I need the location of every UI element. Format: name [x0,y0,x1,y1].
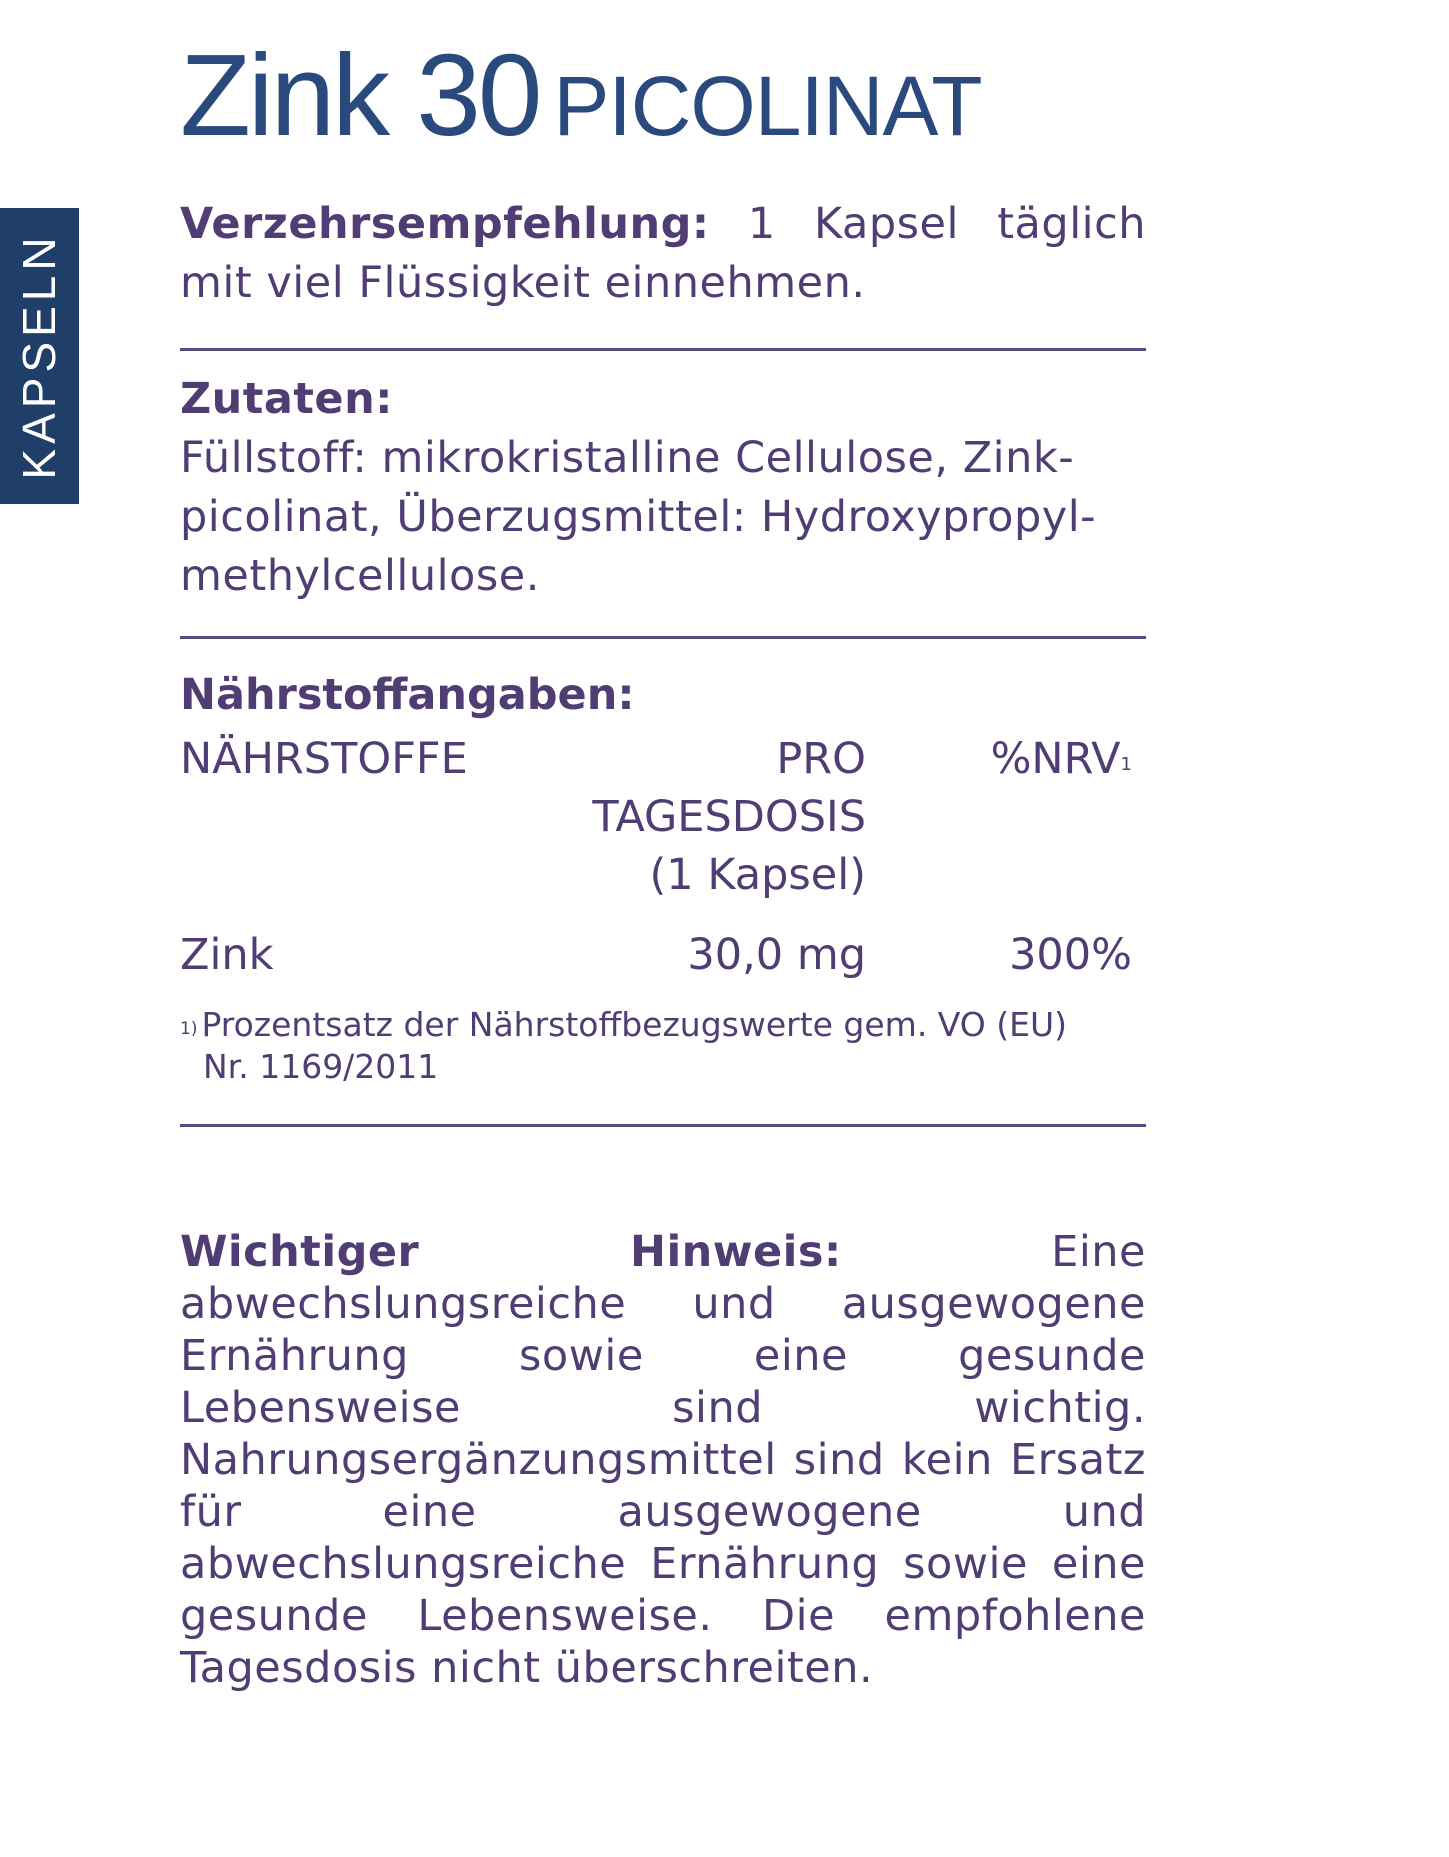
nutrition-footnote [180,1004,1146,1088]
table-row [180,926,1146,986]
col-header-nrv [991,730,1132,788]
col-header-per-dose [592,730,866,904]
ingredients-line: Füllstoff: mikrokristalline Cellulose, Zink- [180,433,1075,483]
row-nutrient: Zink [180,930,274,980]
row-nrv: 300% [1009,930,1132,980]
dosage-text: 1 Kapsel täglich mit viel Flüssigkeit einnehmen. [180,199,1146,308]
divider-2 [180,636,1146,639]
col-header-per-dose-line: TAGESDOSIS [592,792,866,842]
side-tab [0,208,79,504]
notice-paragraph [180,1226,1146,1694]
footnote-line: Nr. 1169/2011 [203,1047,439,1086]
ingredients-line: picolinat, Überzugsmittel: Hydroxypropyl- [180,492,1097,542]
ingredients-section [180,370,1146,606]
col-header-nutrient: NÄHRSTOFFE [180,734,468,784]
footnote-text: Prozentsatz der Nährstoffbezugswerte gem. VO (EU) [201,1005,1068,1044]
divider-1 [180,348,1146,351]
col-header-nrv-sup: 1 [1120,754,1132,775]
nutrition-heading: Nährstoffangaben: [180,670,635,720]
footnote-line [180,1004,1146,1046]
col-header-nrv-label: %NRV [990,734,1121,784]
notice-text: Eine abwechslungsreiche und ausgewogene Ernährung sowie eine gesunde Lebensweise sind wichtig. Nahrungsergänzungsmittel sind kein Ersatz für eine ausgewogene und abwechslungsreiche Ernährung sowie eine gesunde Lebensweise. Die empfohlene Tagesdosis nicht überschreiten. [180,1227,1146,1693]
dosage-paragraph [180,195,1146,313]
footnote-mark: 1) [180,1019,198,1039]
dosage-section [180,195,1146,313]
nutrition-table-header [180,730,1146,910]
col-header-per-dose-line: (1 Kapsel) [649,850,866,900]
title-sub: PICOLINAT [553,59,982,153]
divider-3 [180,1124,1146,1127]
notice-label: Wichtiger Hinweis: [180,1227,842,1277]
ingredients-label: Zutaten: [180,374,393,424]
nutrition-section [180,666,1146,725]
side-tab-label: KAPSELN [13,232,65,480]
dosage-label: Verzehrsempfehlung: [180,199,710,249]
page-title [180,28,982,162]
col-header-per-dose-line: PRO [776,734,866,784]
row-per-dose: 30,0 mg [687,930,866,980]
ingredients-line: methylcellulose. [180,551,540,601]
title-main: Zink 30 [180,30,540,160]
notice-section [180,1226,1146,1694]
